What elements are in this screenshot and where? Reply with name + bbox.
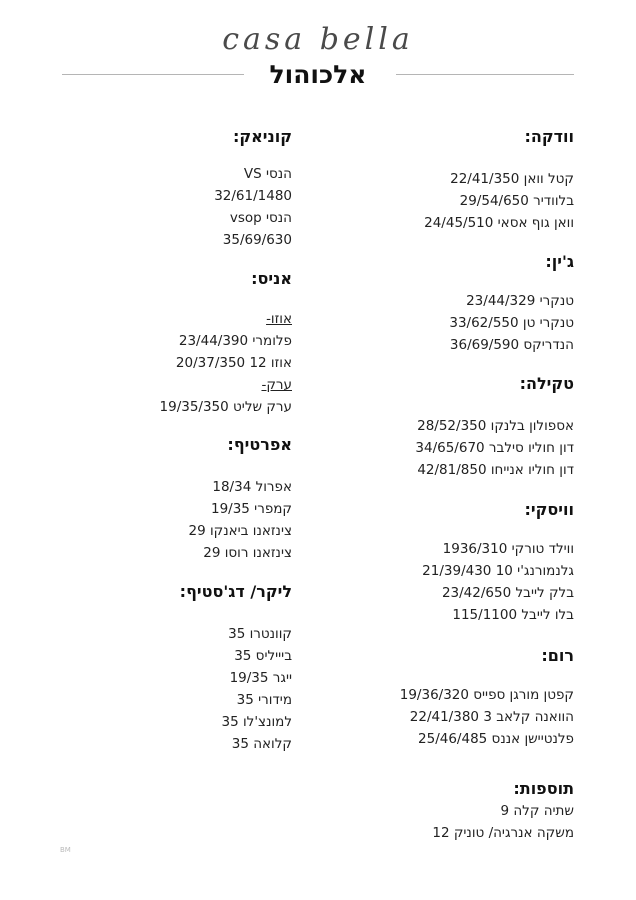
menu-item: אפרול 18/34 bbox=[212, 479, 292, 495]
menu-item: קטל וואן 22/41/350 bbox=[450, 171, 574, 187]
item-list bbox=[422, 538, 574, 626]
menu-item: קוונטרו 35 bbox=[228, 626, 292, 642]
menu-item: טנקרי 23/44/329 bbox=[466, 293, 574, 309]
section-anise bbox=[160, 268, 292, 418]
subsection-label: אוזו- bbox=[266, 311, 292, 327]
section-vodka bbox=[424, 126, 574, 234]
item-list bbox=[400, 684, 574, 750]
menu-item: דון חוליו סילבר 34/65/670 bbox=[415, 440, 574, 456]
menu-item: ווילד טורקי 1936/310 bbox=[442, 541, 574, 557]
menu-item: דון חוליו אנייחו 42/81/850 bbox=[417, 462, 574, 478]
menu-item: פלומרי 23/44/390 bbox=[178, 333, 292, 349]
menu-item: אספולון בלנקו 28/52/350 bbox=[417, 418, 574, 434]
item-list bbox=[189, 476, 293, 564]
menu-item: שתיה קלה 9 bbox=[500, 803, 574, 819]
item-list bbox=[449, 290, 574, 356]
section-heading: אפרטיף: bbox=[227, 435, 292, 454]
section-heading: רום: bbox=[541, 646, 574, 665]
section-rum bbox=[400, 645, 574, 750]
item-list bbox=[214, 163, 292, 251]
menu-item: הנסי VS bbox=[243, 166, 292, 182]
menu-item: אוזו 12 20/37/350 bbox=[175, 355, 292, 371]
menu-item: מידורי 35 bbox=[236, 692, 292, 708]
section-extras bbox=[432, 778, 574, 844]
menu-item: קמפרי 19/35 bbox=[210, 501, 292, 517]
menu-item: ערק שליט 19/35/350 bbox=[159, 399, 292, 415]
item-list bbox=[432, 800, 574, 844]
section-heading: תוספות: bbox=[513, 779, 574, 798]
menu-item: בלק לייבל 23/42/650 bbox=[441, 585, 574, 601]
section-heading: וויסקי: bbox=[524, 500, 574, 519]
menu-item: 35/69/630 bbox=[222, 232, 292, 248]
menu-item: קלואה 35 bbox=[231, 736, 292, 752]
page-title: אלכוהול bbox=[269, 60, 367, 89]
section-heading: אניס: bbox=[251, 269, 292, 288]
section-liqueur bbox=[180, 581, 292, 755]
brand-logo: casa bella bbox=[222, 22, 414, 57]
section-heading: ליקר/ דג'סטיף: bbox=[179, 582, 292, 601]
menu-item: צינזאנו ביאנקו 29 bbox=[188, 523, 292, 539]
item-list bbox=[160, 308, 292, 418]
menu-item: ייגר 19/35 bbox=[229, 670, 292, 686]
section-gin bbox=[449, 251, 574, 356]
menu-item: בלו לייבל 115/1100 bbox=[452, 607, 574, 623]
subsection-label: ערק- bbox=[261, 377, 292, 393]
item-list bbox=[415, 415, 574, 481]
item-list bbox=[424, 168, 574, 234]
menu-item: הנסי vsop bbox=[229, 210, 292, 226]
menu-item: וואן גוף אסאי 24/45/510 bbox=[424, 215, 574, 231]
menu-item: משקה אנרגיה/ טוניק 12 bbox=[432, 825, 574, 841]
section-heading: ג'ין: bbox=[545, 252, 574, 271]
menu-item: צינזאנו רוסו 29 bbox=[203, 545, 292, 561]
section-heading: וודקה: bbox=[524, 127, 574, 146]
section-heading: טקילה: bbox=[519, 374, 574, 393]
menu-item: גלנמורנג'י 10 21/39/430 bbox=[422, 563, 574, 579]
menu-item: טנקרי טן 33/62/550 bbox=[449, 315, 574, 331]
section-cognac bbox=[214, 126, 292, 251]
menu-item: קפטן מורגן ספייס 19/36/320 bbox=[399, 687, 574, 703]
menu-item: פלנטיישן אננס 25/46/485 bbox=[418, 731, 574, 747]
menu-item: למונצ'לו 35 bbox=[221, 714, 292, 730]
item-list bbox=[180, 623, 292, 755]
menu-item: בלוודיר 29/54/650 bbox=[459, 193, 574, 209]
menu-item: הנדריקס 36/69/590 bbox=[449, 337, 574, 353]
menu-item: ביייליס 35 bbox=[234, 648, 292, 664]
footer-mark: BM bbox=[60, 846, 71, 854]
menu-item: 32/61/1480 bbox=[214, 188, 292, 204]
menu-item: הוואנה קלאב 3 22/41/380 bbox=[409, 709, 574, 725]
section-aperitif bbox=[189, 434, 293, 564]
section-whisky bbox=[422, 499, 574, 626]
section-heading: קוניאק: bbox=[232, 127, 292, 146]
section-tequila bbox=[415, 373, 574, 481]
